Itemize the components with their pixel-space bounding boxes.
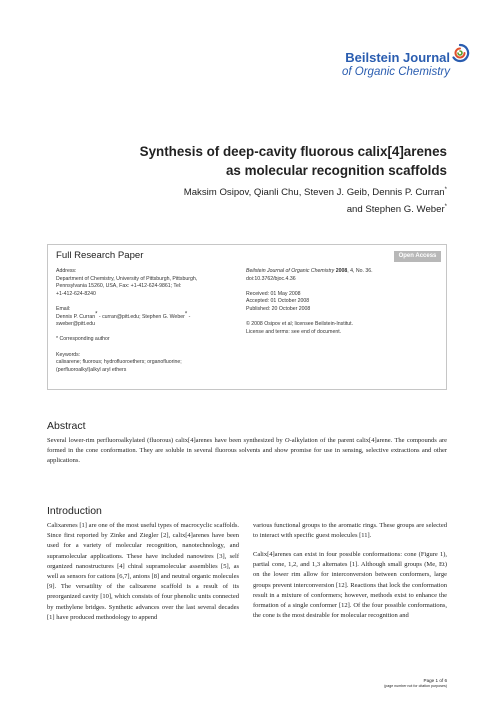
address-line: Pennsylvania 15260, USA, Fax: +1-412-624-9861; Tel:: [56, 283, 182, 290]
abstract-body: Several lower-rim perfluoroalkylated (fluorous) calix[4]arenes have been synthesized by O-alkylation of the parent calix[4]arene. The compounds are formed in the cone conformation. They are soluble in several fluorous solvents and show promise for use in sensing, selective extractions and other applications.: [47, 437, 448, 465]
journal-name: Beilstein Journal: [345, 50, 450, 65]
intro-right-column: [253, 521, 447, 621]
page-number: Page 1 of 6: [423, 678, 447, 683]
authors-line-1: Maksim Osipov, Qianli Chu, Steven J. Geib, Dennis P. Curran: [183, 187, 445, 198]
authors-line-2: and Stephen G. Weber: [346, 204, 445, 215]
intro-paragraph: Calix[4]arenes can exist in four possible conformations: cone (Figure 1), partial cone, 1,2, and 1,3 alternates [1]. Although small groups (Me, Et) on the lower rim allow for interconversion between conformers, large groups prevent interconversion [12]. Reactions that lock the conformation result in a mixture of conformers; however, methods exist to enhance the formation of a single conformer [12]. Of the four possible conformations, the cone is the most desirable for molecular recognition and: [253, 550, 447, 620]
license-line: License and terms: see end of document.: [246, 328, 342, 335]
intro-left-column: Calixarenes [1] are one of the most useful types of macrocyclic scaffolds. Since first reported by Zinke and Ziegler [2], calix[4]arenes have been used for a variety of molecular recognition, nanotechnology, and supramolecular applications. These have included nanowires [3], self organized nanostructures [4] chiral supramolecular assemblies [5], as well as sensors for cations [6,7], anions [8] and neutral organic molecules [9]. The versatility of the calixarene scaffold is a result of its preorganized cavity [10], which consists of four phenolic units connected by methylene bridges. Synthetic advances over the last several decades [1] have produced methodology to append: [47, 522, 239, 621]
address-label: Address:: [56, 268, 77, 274]
author-info-column: [56, 268, 236, 374]
journal-subtitle: of Organic Chemistry: [341, 66, 450, 78]
paper-type: Full Research Paper: [56, 250, 144, 261]
published-date: Published: 20 October 2008: [246, 305, 311, 312]
introduction-heading: Introduction: [47, 505, 102, 517]
email-line: Dennis P. Curran* - curran@pitt.edu; Stephen G. Weber* -: [56, 310, 191, 320]
keywords-line: (perfluoroalkyl)alkyl aryl ethers: [56, 366, 127, 373]
copyright-line: © 2008 Osipov et al; licensee Beilstein-Institut.: [246, 321, 354, 328]
abstract-heading: Abstract: [47, 420, 86, 432]
email-label: Email:: [56, 305, 71, 312]
title-line-1: Synthesis of deep-cavity fluorous calix[4]arenes: [139, 144, 447, 159]
keywords-label: Keywords:: [56, 351, 81, 358]
corresponding-mark: *: [444, 203, 447, 210]
corresponding-mark: *: [444, 186, 447, 193]
accepted-date: Accepted: 01 October 2008: [246, 298, 310, 305]
title-line-2: as molecular recognition scaffolds: [225, 163, 447, 178]
author-list: [100, 184, 447, 218]
intro-paragraph: various functional groups to the aromatic rings. These groups are selected to interact with specific guest molecules [11].: [253, 522, 447, 540]
beilstein-logo-icon: [450, 43, 470, 63]
address-line: +1-412-624-8240: [56, 290, 96, 297]
citation-column: [246, 268, 441, 336]
received-date: Received: 01 May 2008: [246, 290, 301, 297]
address-line: Department of Chemistry, University of Pittsburgh, Pittsburgh,: [56, 275, 198, 282]
citation: Beilstein Journal of Organic Chemistry 2008, 4, No. 36.: [246, 268, 373, 274]
open-access-badge: Open Access: [394, 251, 441, 262]
keywords-line: calixarene; fluorous; hydrofluoroethers; organofluorine;: [56, 359, 182, 366]
email-line[interactable]: sweber@pitt.edu: [56, 321, 96, 328]
paper-title: [100, 142, 447, 180]
page-number-note: (page number not for citation purposes): [384, 684, 447, 688]
corresponding-note: * Corresponding author: [56, 336, 110, 343]
doi-link[interactable]: doi:10.3762/bjoc.4.36: [246, 275, 296, 282]
